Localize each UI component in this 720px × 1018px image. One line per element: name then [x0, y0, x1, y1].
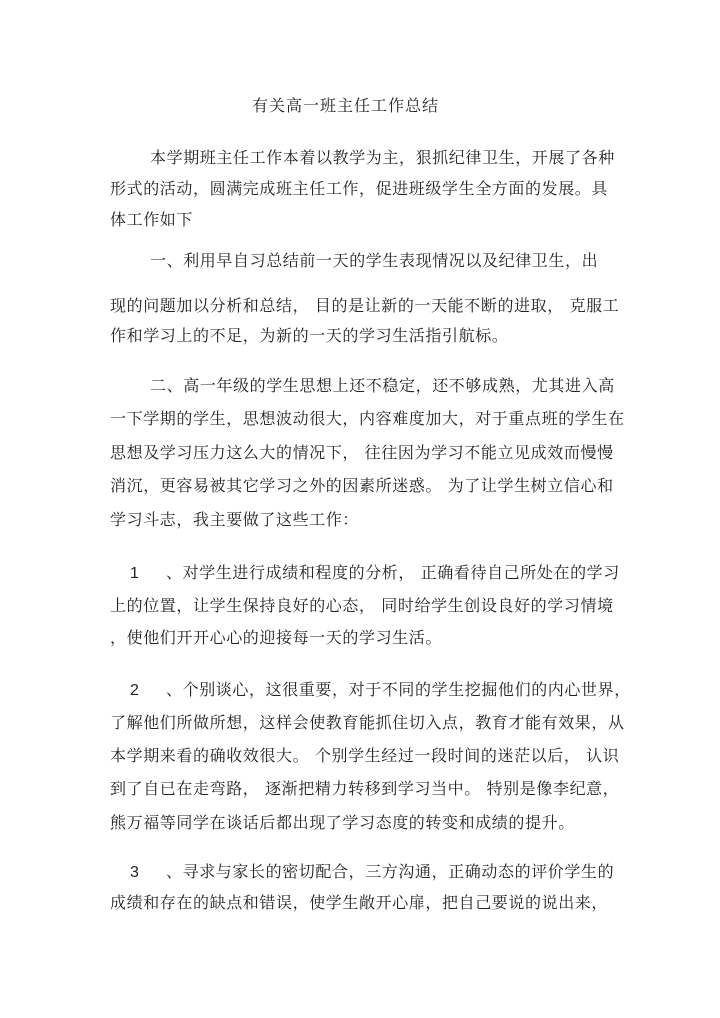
item2-line-5: 熊万福等同学在谈话后都出现了学习态度的转变和成绩的提升。: [110, 813, 575, 832]
section2-line-5: 学习斗志，我主要做了这些工作：: [110, 510, 360, 529]
section2-line-4: 消沉，更容易被其它学习之外的因素所迷惑。 为了让学生树立信心和: [110, 476, 614, 495]
section2-line-2: 一下学期的学生，思想波动很大，内容难度加大，对于重点班的学生在: [110, 409, 625, 428]
item3-line-2: 成绩和存在的缺点和错误，使学生敞开心扉，把自己要说的说出来，: [110, 893, 609, 912]
item2-number: 2: [130, 682, 140, 699]
item1-text-1: 、对学生进行成绩和程度的分析， 正确看待自己所处在的学习: [166, 563, 620, 582]
section2-line-3: 思想及学习压力这么大的情况下， 往往因为学习不能立见成效而慢慢: [110, 443, 614, 462]
item2-line-2: 了解他们所做所想，这样会使教育能抓住切入点，教育才能有效果，从: [110, 713, 625, 732]
section2-line-1: 二、高一年级的学生思想上还不稳定，还不够成熟，尤其进入高: [150, 376, 615, 395]
intro-line-3: 体工作如下: [110, 210, 194, 229]
item3-line-1: [130, 862, 614, 883]
item3-text-1: 、寻求与家长的密切配合，三方沟通，正确动态的评价学生的: [166, 862, 615, 881]
item1-line-1: [130, 563, 620, 584]
section1-line-2: 现的问题加以分析和总结， 目的是让新的一天能不断的进取， 克服工: [110, 296, 620, 315]
item2-line-4: 到了自已在走弯路， 逐渐把精力转移到学习当中。 特别是像李纪意，: [110, 779, 620, 798]
item3-number: 3: [130, 864, 140, 881]
intro-line-2: 形式的活动，圆满完成班主任工作，促进班级学生全方面的发展。具: [110, 179, 609, 198]
item2-line-1: [130, 680, 631, 701]
section1-line-3: 作和学习上的不足，为新的一天的学习生活指引航标。: [110, 326, 509, 345]
section1-line-1: 一、利用早自习总结前一天的学生表现情况以及纪律卫生，出: [150, 251, 599, 270]
document-title: 有关高一班主任工作总结: [252, 96, 440, 115]
item2-line-3: 本学期来看的确收效很大。 个别学生经过一段时间的迷茫以后， 认识: [110, 746, 620, 765]
item1-number: 1: [130, 565, 140, 582]
item2-text-1: 、个别谈心，这很重要，对于不同的学生挖掘他们的内心世界，: [166, 680, 631, 699]
item1-line-2: 上的位置，让学生保持良好的心态， 同时给学生创设良好的学习情境: [110, 596, 614, 615]
intro-line-1: 本学期班主任工作本着以教学为主，狠抓纪律卫生，开展了各种: [150, 148, 615, 167]
item1-line-3: ，使他们开开心心的迎接每一天的学习生活。: [110, 628, 443, 647]
